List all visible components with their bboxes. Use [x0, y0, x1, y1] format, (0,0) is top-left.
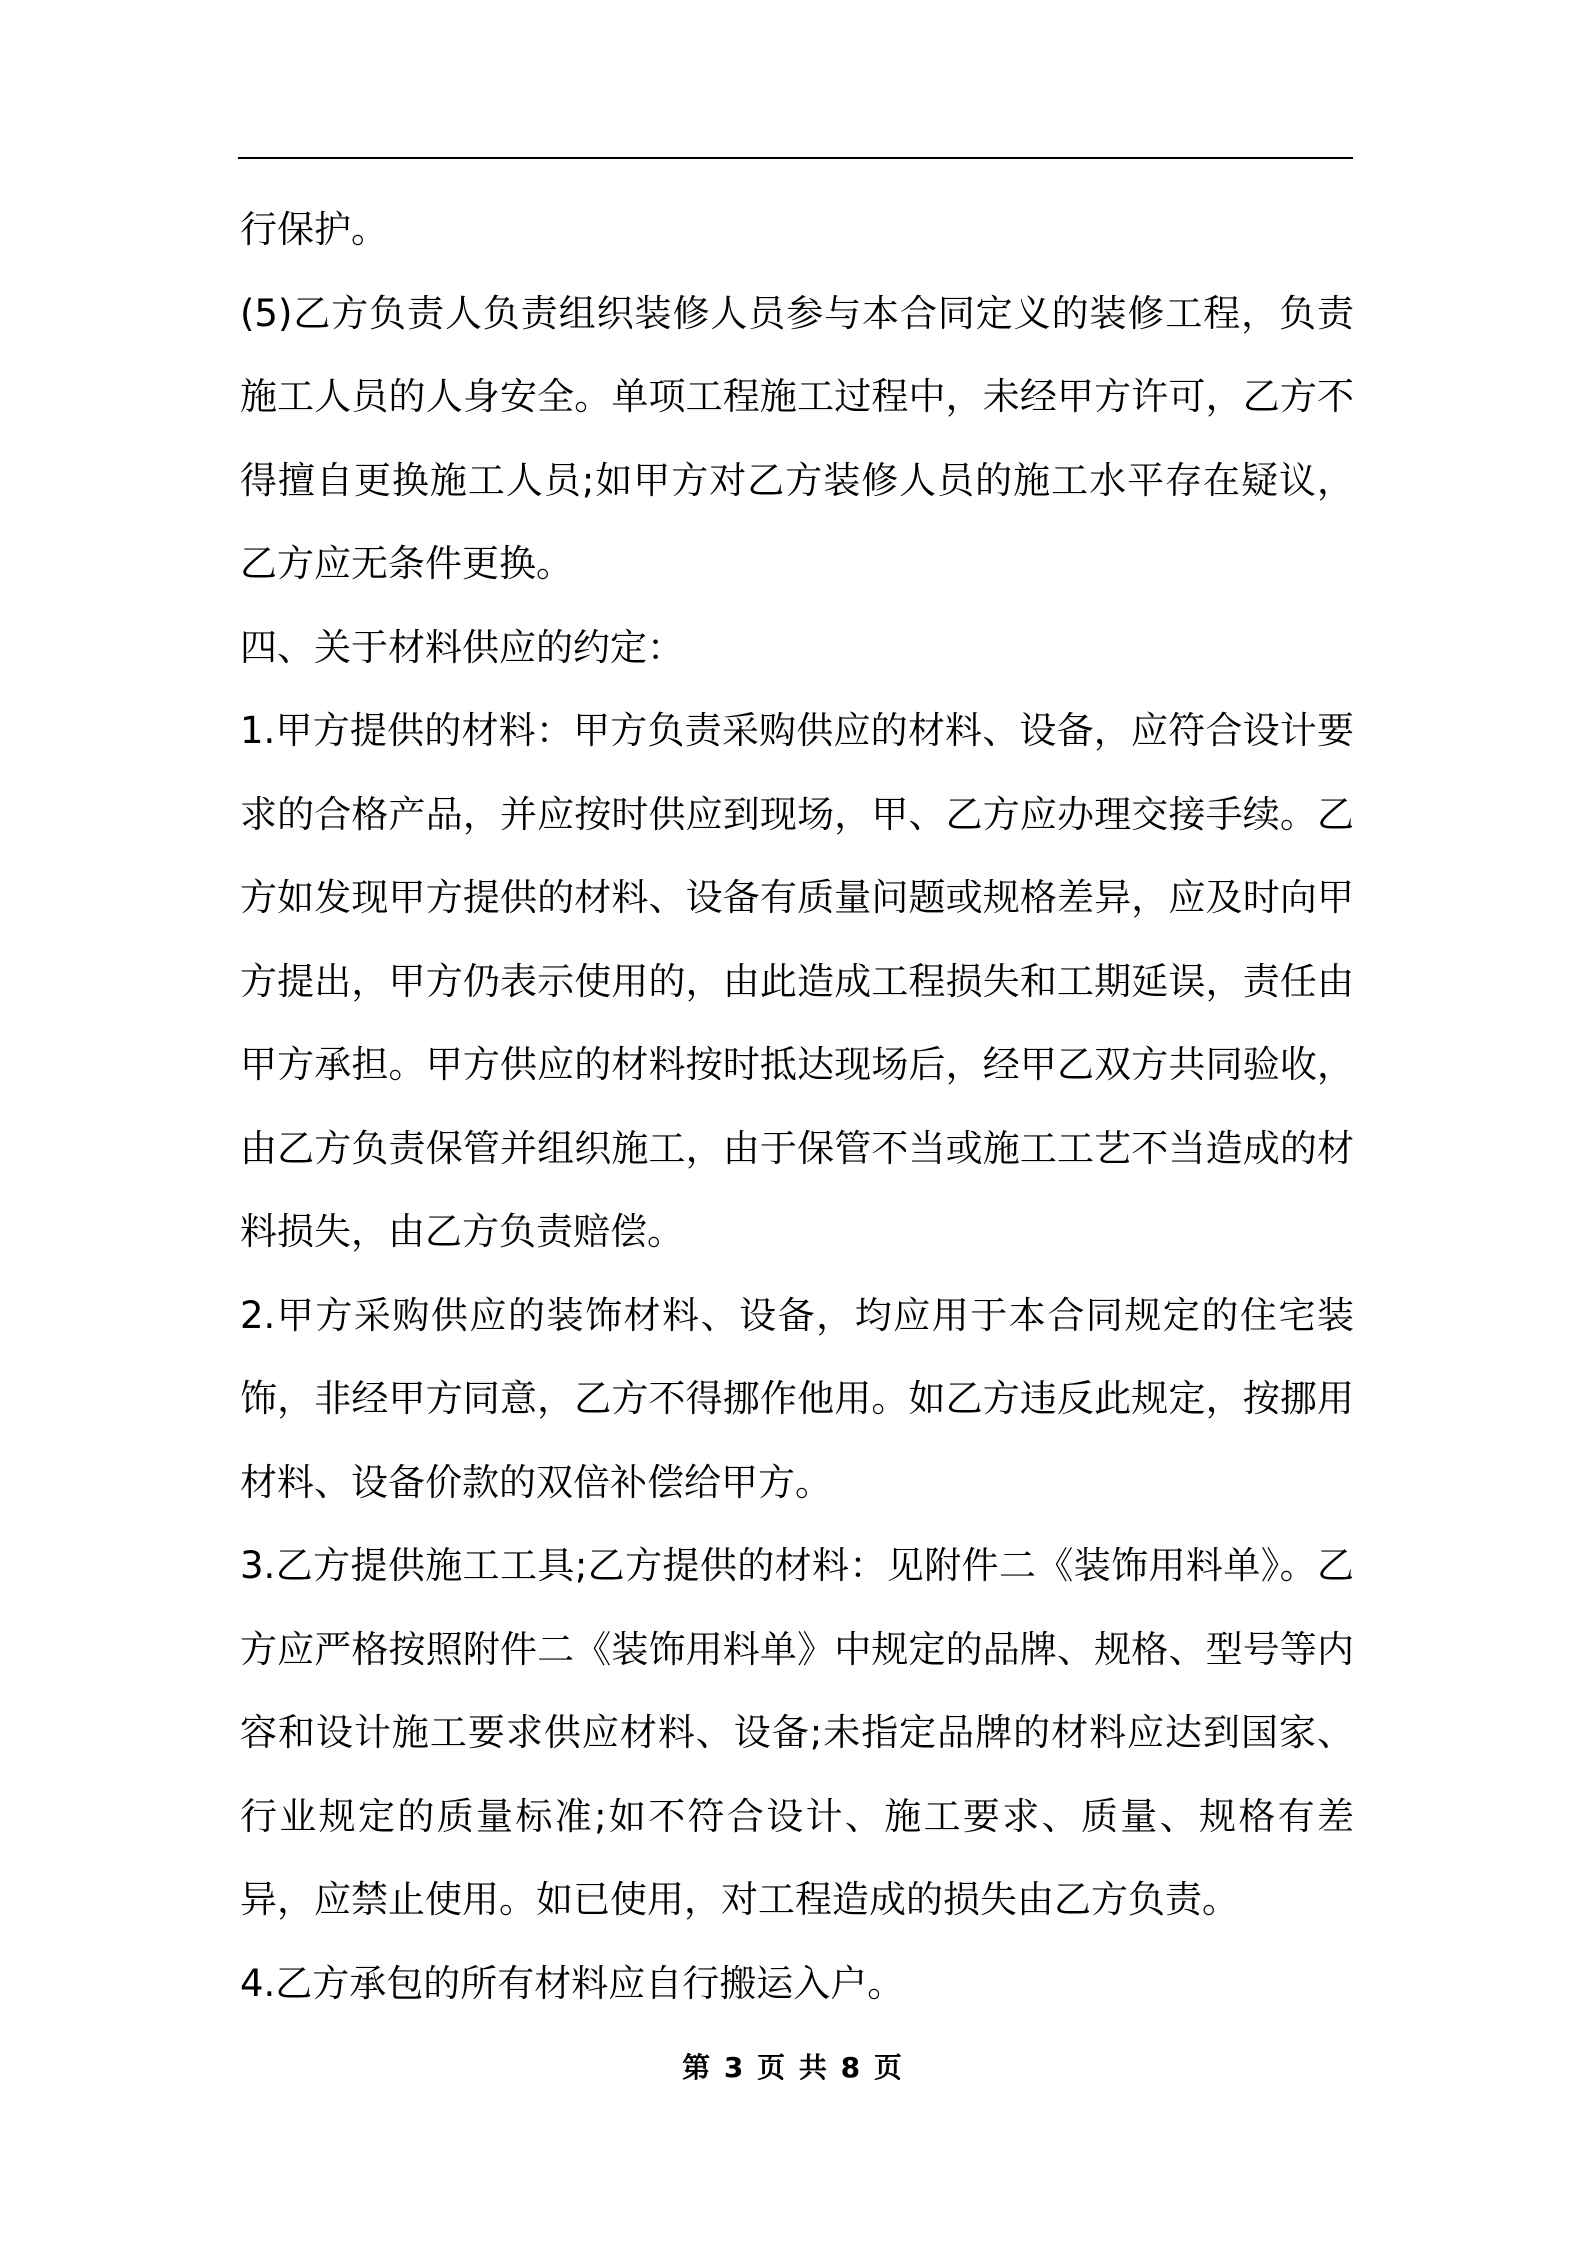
paragraph: 四、关于材料供应的约定：	[240, 625, 684, 669]
paragraph: 4.乙方承包的所有材料应自行搬运入户。	[240, 1961, 905, 2005]
page-number: 第 3 页 共 8 页	[682, 2051, 904, 2084]
paragraph: 1.甲方提供的材料：甲方负责采购供应的材料、设备，应符合设计要求的合格产品，并应按时供应到现场，甲、乙方应办理交接手续。乙方如发现甲方提供的材料、设备有质量问题或规格差异，应及时向甲方提出，甲方仍表示使用的，由此造成工程损失和工期延误，责任由甲方承担。甲方供应的材料按时抵达现场后，经甲乙双方共同验收，由乙方负责保管并组织施工，由于保管不当或施工工艺不当造成的材料损失，由乙方负责赔偿。	[240, 709, 1354, 1253]
paragraph: 行保护。	[240, 208, 388, 251]
paragraph: 3.乙方提供施工工具;乙方提供的材料：见附件二《装饰用料单》。乙方应严格按照附件二《装饰用料单》中规定的品牌、规格、型号等内容和设计施工要求供应材料、设备;未指定品牌的材料应达到国家、行业规定的质量标准;如不符合设计、施工要求、质量、规格有差异，应禁止使用。如已使用，对工程造成的损失由乙方负责。	[240, 1544, 1354, 1921]
paragraph: (5)乙方负责人负责组织装修人员参与本合同定义的装修工程，负责施工人员的人身安全。单项工程施工过程中，未经甲方许可，乙方不得擅自更换施工人员;如甲方对乙方装修人员的施工水平存在疑议，乙方应无条件更换。	[240, 291, 1354, 585]
body-text	[240, 188, 1354, 2025]
paragraph: 2.甲方采购供应的装饰材料、设备，均应用于本合同规定的住宅装饰，非经甲方同意，乙方不得挪作他用。如乙方违反此规定，按挪用材料、设备价款的双倍补偿给甲方。	[240, 1293, 1354, 1504]
header-rule	[238, 157, 1353, 159]
